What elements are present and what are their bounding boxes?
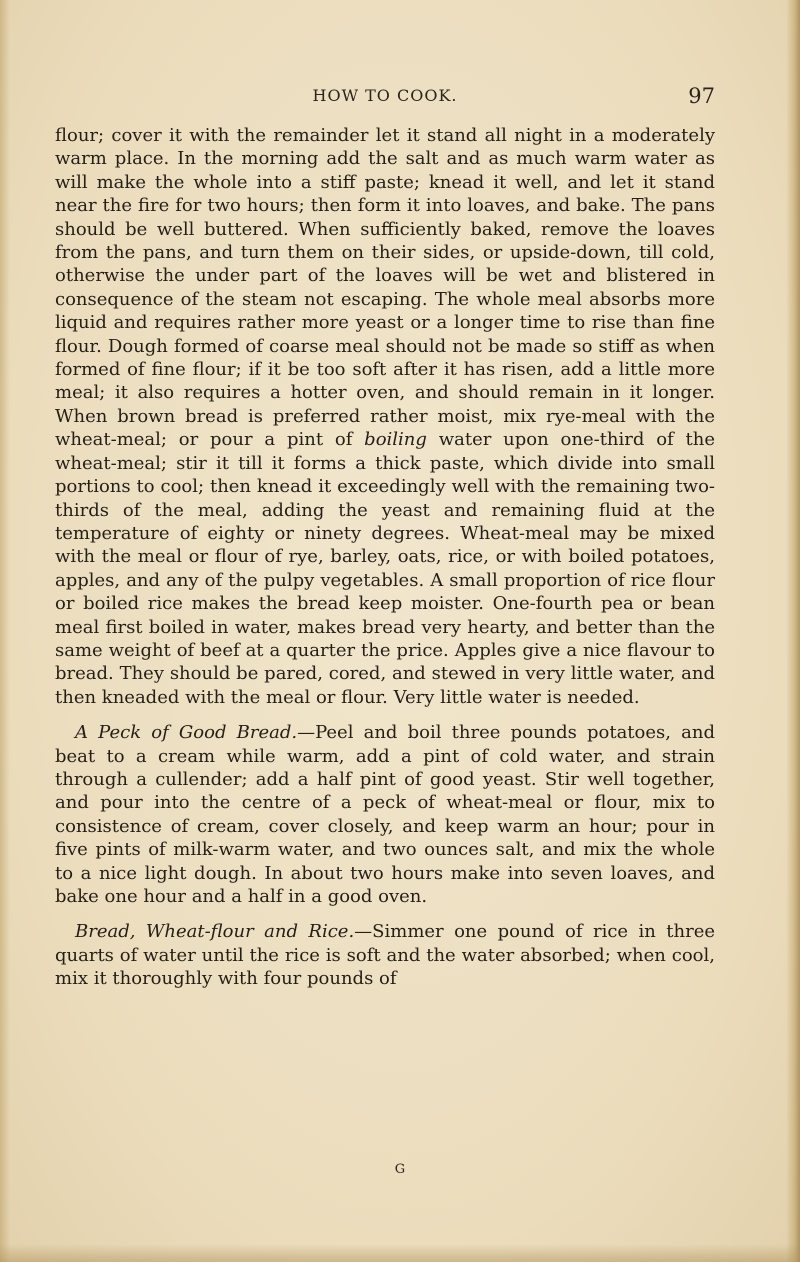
emphasis-boiling: boiling — [364, 429, 427, 451]
recipe-peck-of-good-bread — [55, 721, 715, 908]
paragraph-text-continued: water upon one-third of the wheat-meal; stir it till it forms a thick paste, which divide into small portions to cool; then knead it exceedingly well with the remaining two-thirds of the meal, adding the yeast and remaining fluid at the temperature of eighty or ninety degrees. Wheat-meal may be mixed with the meal or flour of rye, barley, oats, rice, or with boiled potatoes, apples, and any of the pulpy vegetables. A small proportion of rice flour or boiled rice makes the bread keep moister. One-fourth pea or bean meal first boiled in water, makes bread very hearty, and better than the same weight of beef at a quarter the price. Apples give a nice flavour to bread. They should be pared, cored, and stewed in very little water, and then kneaded with the meal or flour. Very little water is needed. — [55, 429, 715, 708]
page-edge-left — [0, 0, 10, 1262]
body-text — [55, 124, 715, 1003]
paragraph-text: flour; cover it with the remainder let it stand all night in a moderately warm place. In the morning add the salt and as much warm water as will make the whole into a stiff paste; knead it well, and let it stand near the fire for two hours; then form it into loaves, and bake. The pans should be well buttered. When sufficiently baked, remove the loaves from the pans, and turn them on their sides, or upside-down, till cold, otherwise the under part of the loaves will be wet and blistered in consequence of the steam not escaping. The whole meal absorbs more liquid and requires rather more yeast or a longer time to rise than fine flour. Dough formed of coarse meal should not be made so stiff as when formed of fine flour; if it be too soft after it has risen, add a little more meal; it also requires a hotter oven, and should remain in it longer. When brown bread is preferred rather moist, mix rye-meal with the wheat-meal; or pour a pint of — [55, 125, 715, 451]
recipe-title: Bread, Wheat-flour and Rice. — [75, 921, 355, 943]
page-edge-right — [786, 0, 800, 1262]
recipe-text: —Simmer one pound of rice in three quarts of water until the rice is soft and the water absorbed; when cool, mix it thoroughly with four pounds of — [55, 921, 715, 990]
page-edge-bottom — [0, 1244, 800, 1262]
running-head: HOW TO COOK. — [312, 86, 458, 105]
recipe-title: A Peck of Good Bread. — [75, 722, 298, 744]
page-header — [55, 86, 715, 116]
signature-mark: G — [394, 1162, 406, 1177]
page-number: 97 — [688, 84, 715, 108]
recipe-text: —Peel and boil three pounds potatoes, and beat to a cream while warm, add a pint of cold water, and strain through a cullender; add a half pint of good yeast. Stir well together, and pour into the centre of a peck of wheat-meal or flour, mix to consistence of cream, cover closely, and keep warm an hour; pour in five pints of milk-warm water, and two ounces salt, and mix the whole to a nice light dough. In about two hours make into seven loaves, and bake one hour and a half in a good oven. — [55, 722, 715, 907]
recipe-bread-wheat-flour-rice — [55, 920, 715, 990]
paragraph-bread-method — [55, 124, 715, 709]
